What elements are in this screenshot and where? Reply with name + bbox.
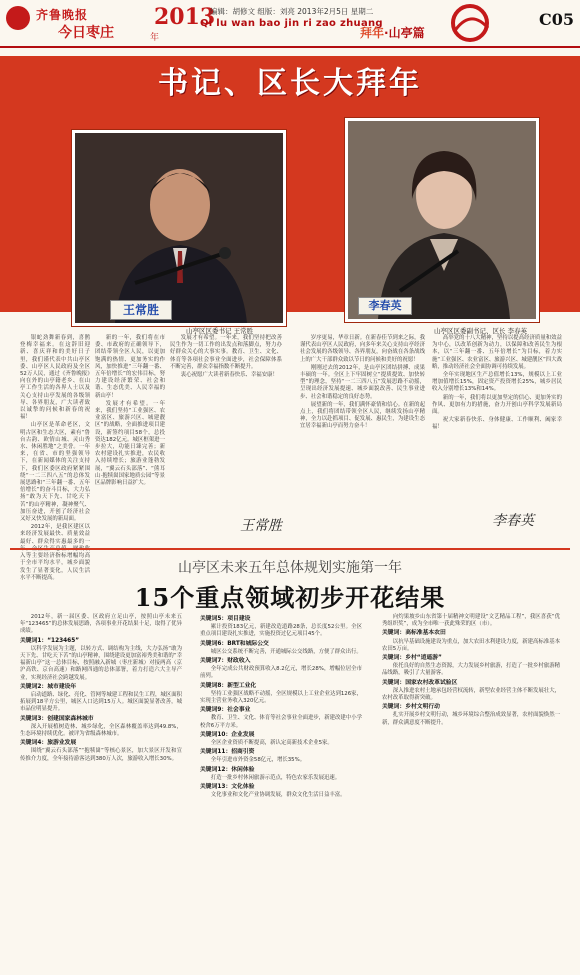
article-headline: 15个重点领域初步开花结果 — [134, 583, 446, 612]
article-column-1 — [20, 614, 182, 966]
keyword-heading: 关键词：乡村文明行动 — [382, 704, 440, 711]
keyword-heading: 关键词11：招商引资 — [200, 749, 255, 756]
article-paragraph: 扎实开展乡村文明行动，城乡环境综合整治成效显著，农村面貌焕然一新，群众满意度不断提升。 — [382, 712, 560, 726]
letter-paragraph: 新的一年，我们将在市委、市政府的正确领导下，团结带领全区人民，以更加饱满的热情、更加务实的作风，加快推进“三年翻一番、五年倍增长”的宏伟目标，努力建设经济繁荣、社会和谐、生态优美、人民幸福的新山亭！ — [95, 335, 165, 399]
article-column-2 — [200, 614, 362, 966]
article-paragraph: 以抗旱基础设施建设为重点，加大农田水利建设力度，新建高标准基本农田5万亩。 — [382, 638, 560, 652]
portrait-woman-icon — [348, 121, 536, 319]
keyword-heading: 关键词7：财政收入 — [200, 658, 251, 665]
article-paragraph: 打造一批乡村休闲旅游示范点，特色农家乐发展迅速。 — [210, 774, 341, 781]
article-paragraph: 全年引进市外资金58亿元，增长35%。 — [210, 757, 306, 764]
keyword-heading: 关键词5：项目建设 — [200, 616, 251, 622]
keyword-heading: 关键词1：“123465” — [20, 637, 80, 644]
article-paragraph: 坚持工业强区战略不动摇，全区规模以上工业企业达到126家，实现主营业务收入320亿元。 — [200, 690, 362, 705]
article-paragraph: 文化事业和文化产业协调发展，群众文化生活日益丰富。 — [210, 792, 346, 799]
letter-paragraph: 发展才有希望。一年来，我们坚持把改善民生作为一切工作的出发点和落脚点，努力办好群众关心的大事实事。教育、卫生、文化、体育等各项社会事业全面进步，社会保障体系不断完善，群众幸福指数不断提升。 — [170, 335, 282, 370]
keyword-heading: 关键词9：社会事业 — [200, 707, 251, 714]
article-paragraph: 依托良好的自然生态资源，大力发展乡村旅游，打造了一批乡村旅游精品线路，吸引了大量游客。 — [382, 663, 560, 677]
photo-party-secretary — [72, 130, 286, 326]
article-column-3 — [382, 614, 560, 966]
letter-column-1 — [20, 335, 90, 581]
nameplate-district-head: 李春英 — [358, 297, 412, 315]
letter-paragraph: 发展才有希望。一年来，我们坚持“工业强区、农业富区、旅游兴区、城建靓区”的战略，全面推进项目建设，新签约项目58个，总投资达182亿元。城区框架进一步拉大，功能日臻完善；新农村建设扎实推进，农民收入持续增长；旅游业蓬勃发展，“翼云石头部落”、“熊耳山·抱犊崮国家地质公园”等景区品牌影响日益扩大。 — [95, 400, 165, 487]
keyword-heading: 关键词4：旅游业发展 — [20, 740, 77, 747]
section-tail: ·山亭篇 — [384, 26, 425, 40]
letter-paragraph: 展望新的一年，我们满怀豪情和信心。在新的起点上，我们将团结带领全区人民，继续发扬山亭精神，全力以赴抓项目、促发展、惠民生，为建设生态宜居幸福新山亭而努力奋斗！ — [300, 401, 425, 430]
article-paragraph: 启动道路、绿化、亮化、管网等城建工程和民生工程，城区面积拓展到18平方公里，城区人口达到15万人。城区面貌显著改善，城市品位明显提升。 — [20, 692, 182, 713]
article-paragraph: 深入推进农村土地承包经营权流转，新型农业经营主体不断发展壮大，农村改革取得新突破。 — [382, 687, 560, 702]
brand-name: 齐鲁晚报 — [36, 8, 89, 22]
keyword-heading: 关键词：高标准基本农田 — [382, 630, 446, 637]
article-paragraph: 城区公交系统不断完善，开通城际公交线路，方便了群众出行。 — [210, 648, 362, 655]
article-paragraph: 2012年，新一届区委、区政府立足山亭，按照山亭未来五年“123465”的总体发展思路，各项事业开花结果十足，取得了优异成绩。 — [20, 614, 182, 635]
keyword-heading: 关键词12：休闲体验 — [200, 766, 255, 773]
article-paragraph: 全年完成公共财政预算收入8.2亿元，增长28%，增幅位居全市前列。 — [200, 666, 362, 680]
signature-district-head: 李春英 — [492, 513, 534, 529]
keyword-heading: 关键词8：新型工业化 — [200, 682, 257, 689]
letter-column-2 — [95, 335, 165, 545]
letter-paragraph: 新的一年，我们将以更加坚定的信心、更加务实的作风、更加有力的措施，奋力开创山亭科学发展新局面。 — [432, 394, 562, 416]
nameplate-party-secretary: 王常胜 — [110, 300, 172, 320]
portrait-man-icon — [75, 133, 283, 323]
keyword-heading: 关键词13：文化体验 — [200, 784, 255, 791]
keyword-heading: 关键词2：城市建设年 — [20, 683, 77, 690]
year-logo: 2013 — [154, 4, 216, 30]
letter-column-4 — [300, 335, 425, 515]
section-divider — [10, 548, 570, 550]
article-paragraph: 深入开展植树造林、城乡绿化，全区森林覆盖率达到49.8%，生态环境持续优化。被评为省级森林城市。 — [20, 723, 182, 738]
letter-paragraph: 全年实现地区生产总值增长13%，规模以上工业增加值增长15%，固定资产投资增长25%，城乡居民收入分别增长13%和14%。 — [432, 372, 562, 393]
article-paragraph: 向灼果坡乡山东省第十届精神文明建设“文艺精品工程”，我区喜获“优秀组织奖”，成为全市唯一获此殊荣的区（市）。 — [382, 614, 560, 628]
article-paragraph: 以科学发展为主题，以转方式、调结构为主线，大力弘扬“敢为天下先、甘吃天下苦”的山亭精神，围绕建设更加富裕秀美和谐的“幸福新山亭”这一总体目标，按照融入新城（枣庄新城）对接两高（京沪高铁、京台高速）和路网四通的总体部署，着力打造六大主导产业，实现经济社会跨越发展。 — [20, 645, 182, 681]
keyword-heading: 关键词10：企业发展 — [200, 731, 255, 738]
masthead — [0, 0, 580, 48]
photo-district-head — [345, 118, 539, 322]
page-number: C05 — [539, 10, 574, 29]
article-paragraph: 全区企业资质不断提高，新认定高新技术企业5家。 — [210, 740, 333, 747]
edition-meta: 编辑：胡修文 组版：刘亮 2013年2月5日 星期二 — [210, 7, 374, 16]
article-paragraph: 教育、卫生、文化、体育等社会事业全面进步，新建改建中小学校舍6万平方米。 — [200, 715, 362, 729]
keyword-heading: 关键词：乡村“逍遥游” — [382, 655, 442, 662]
keyword-heading: 关键词3：创建国家森林城市 — [20, 715, 94, 722]
year-suffix: 年 — [150, 33, 160, 43]
letter-paragraph: 刚刚过去的2012年，是山亭区团结拼搏、成果丰硕的一年。全区上下牢固树立“提质提效、加快转型”的理念，坚持“一二三四八五”发展思路不动摇，呈现出经济发展提速、城乡面貌改善、民生事业进步、社会和谐稳定的良好态势。 — [300, 364, 425, 400]
edition-name: 今日枣庄 — [58, 25, 114, 41]
article-subheadline: 山亭区未来五年总体规划实施第一年 — [178, 560, 402, 576]
caption-party-secretary: 山亭区区委书记 王常胜 — [186, 327, 254, 335]
letter-paragraph: 银蛇劲舞新春到，喜鹊登梅幸福来。在这辞旧迎新、喜庆祥和的美好日子里，我们谨代表中共山亭区委、山亭区人民政府及全区52万人民，通过《齐鲁晚报》向在外的山亭籍老乡、在山亭工作生活的各界人士以及关心支持山亭发展的各级领导、各界朋友，广大读者致以诚挚的问候和新春的祝福！ — [20, 335, 90, 421]
keyword-heading: 关键词6：BRT和城际公交 — [200, 640, 269, 647]
article-paragraph: 围绕“翼云石头部落”“抱犊崮”等核心景区，加大景区开发和宣传推介力度，全年接待游客达到380万人次，旅游收入增长30%。 — [20, 748, 182, 762]
signature-party-secretary: 王常胜 — [240, 518, 282, 534]
letter-paragraph: 高举党的十八大精神，坚持以提高经济质量和效益为中心，以改革创新为动力，以保障和改善民生为根本，以“三年翻一番、五年倍增长”为目标，着力实施“工业强区、农业富区、旅游兴区、城建靓区”四大战略，推动经济社会全面协调可持续发展。 — [432, 335, 562, 370]
letter-paragraph: 衷心祝愿广大读者新春快乐、幸福安康！ — [180, 372, 278, 379]
spring-festival-decoration-icon — [440, 2, 500, 44]
letter-paragraph: 2012年，是我区建区以来经济发展最快、质量效益最好、群众得实惠最多的一 入等主要经济指标增幅均高于全市平均水平，城乡面貌发生了显著变化，人民生活水平不断提高。 — [20, 524, 90, 581]
letter-paragraph: 山亭区是革命老区，文明古区和生态大区，素有“鲁台古韵、欧情山城、灵山秀水、休闲胜地”之美誉。一年来，在省、市的坚强领导下，在新闻媒体的关注支持下，我们区委区政府紧紧围绕“一二三四八五”的总体发展思路和“三年翻一番、五年倍增长”的奋斗目标，大力弘扬“敢为天下先、甘吃天下苦”的山亭精神，凝神聚气、加压奋进，开创了经济社会又好又快发展的新局面。 — [20, 422, 90, 523]
article-paragraph: 累计投资183亿元，新建改造道路28条，总长度52公里。全区重点项目建设扎实推进，实施投资过亿元项目45个。 — [200, 624, 362, 638]
pinyin-title: Qi lu wan bao jin ri zao zhuang — [200, 18, 383, 29]
keyword-heading: 关键词：国家农村改革试验区 — [382, 679, 458, 686]
section-title — [360, 24, 425, 41]
letter-paragraph: 岁序更易，华章日新。在新春佳节到来之际，我谨代表山亭区人民政府，向多年来关心支持山亭经济社会发展的各级领导、各界朋友，向奋战在各条战线上的广大干部群众致以节日的问候和美好的祝愿！ — [300, 335, 425, 363]
letter-column-3 — [170, 335, 282, 515]
newspaper-logo-icon — [6, 6, 30, 30]
section-label: 拜年 — [360, 26, 385, 40]
feature-headline: 书记、区长大拜年 — [158, 66, 422, 101]
caption-district-head: 山亭区区委副书记、区长 李春英 — [434, 327, 528, 335]
letter-paragraph: 祝大家新春快乐、身体健康、工作顺利、阖家幸福！ — [432, 417, 562, 431]
letter-column-5 — [432, 335, 562, 505]
